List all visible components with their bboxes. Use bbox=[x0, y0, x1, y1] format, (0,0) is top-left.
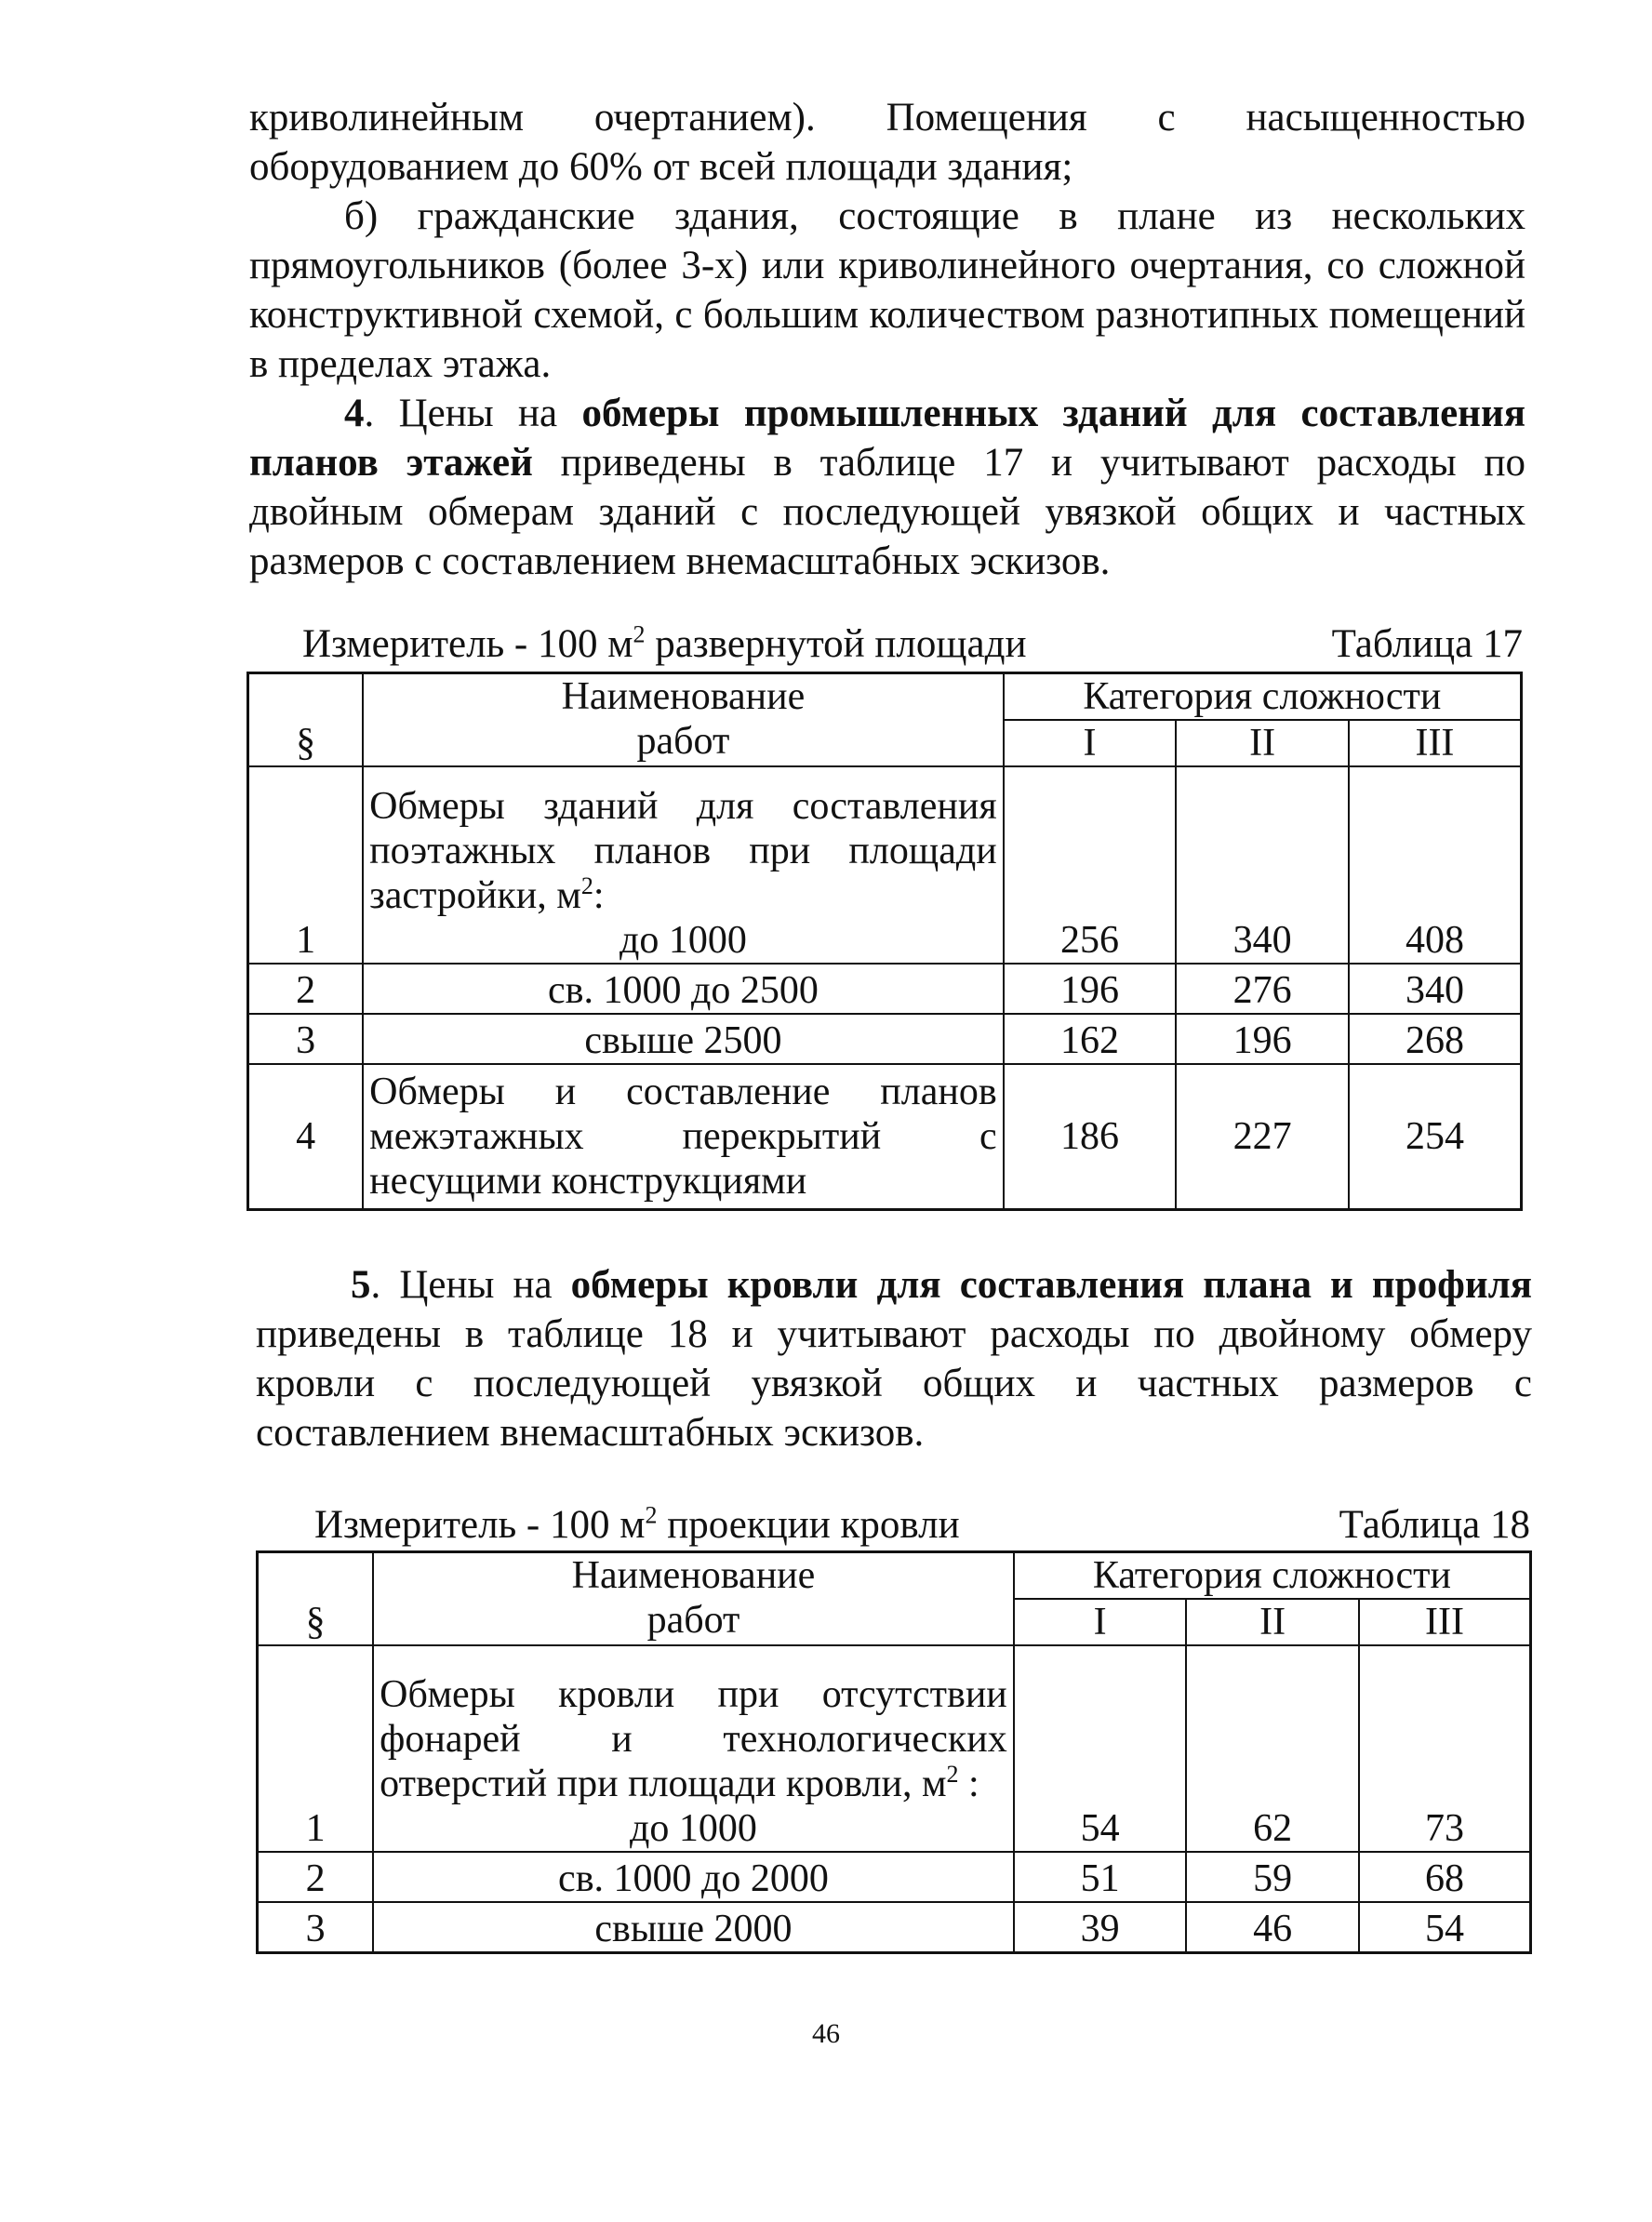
table-17-row-2-v2: 276 bbox=[1176, 964, 1349, 1014]
table-18-row-3-v2: 46 bbox=[1186, 1902, 1359, 1952]
table-18-head-cat-3: III bbox=[1359, 1599, 1531, 1645]
table-row bbox=[248, 766, 1522, 964]
page-number: 46 bbox=[812, 2018, 840, 2049]
table-18-row-2-n: 2 bbox=[258, 1852, 374, 1902]
table-18-caption bbox=[314, 1502, 1530, 1549]
table-18-head-cat-1: I bbox=[1014, 1599, 1187, 1645]
table-17-row-1-v1: 256 bbox=[1004, 766, 1177, 964]
table-17-row-3-name: свыше 2500 bbox=[363, 1014, 1004, 1064]
paragraph-3 bbox=[249, 389, 1525, 586]
table-17-row-1-v2: 340 bbox=[1176, 766, 1349, 964]
paragraph-4 bbox=[256, 1260, 1532, 1457]
table-18-row-1-n: 1 bbox=[258, 1645, 374, 1852]
table-18-row-3-v3: 54 bbox=[1359, 1902, 1531, 1952]
table-17-row-4-name: Обмеры и составление планов межэтажных перекрытий с несущими конструкциями bbox=[363, 1064, 1004, 1209]
table-18-row-1-v3: 73 bbox=[1359, 1645, 1531, 1852]
paragraph-2: б) гражданские здания, состоящие в плане из нескольких прямоугольников (более 3-х) или криволинейного очертания, со сложной конструктивной схемой, с большим количеством разнотипных помещений в пределах этажа. bbox=[249, 194, 1525, 386]
table-row bbox=[248, 1014, 1522, 1064]
table-18-head-category: Категория сложности bbox=[1014, 1552, 1531, 1600]
table-18-row-3-name: свыше 2000 bbox=[373, 1902, 1014, 1952]
table-18-head-sec: § bbox=[258, 1552, 374, 1646]
table-18-head-cat-2: II bbox=[1186, 1599, 1359, 1645]
paragraph-3-bold: обмеры промышленных зданий для составления планов этажей bbox=[249, 392, 1525, 485]
table-17-row-1-v3: 408 bbox=[1349, 766, 1522, 964]
table-18-head-name: Наименование работ bbox=[373, 1552, 1014, 1646]
table-17-head-cat-2: II bbox=[1176, 720, 1349, 766]
paragraph-3-rest: приведены в таблице 17 и учитывают расходы по двойным обмерам зданий с последующей увязкой общих и частных размеров с составлением внемасштабных эскизов. bbox=[249, 441, 1525, 583]
table-17-head-cat-3: III bbox=[1349, 720, 1522, 766]
table-17-unit: Измеритель - 100 $м^2$ развернутой площади bbox=[302, 620, 1027, 666]
table-17-row-4-v1: 186 bbox=[1004, 1064, 1177, 1209]
table-17-row-3-v1: 162 bbox=[1004, 1014, 1177, 1064]
table-17-row-4-v2: 227 bbox=[1176, 1064, 1349, 1209]
table-17-row-4-n: 4 bbox=[248, 1064, 364, 1209]
table-row bbox=[258, 1852, 1531, 1902]
table-17-head-cat-1: I bbox=[1004, 720, 1177, 766]
paragraph-3-lead: . Цены на bbox=[364, 392, 582, 435]
table-18-row-1-v1: 54 bbox=[1014, 1645, 1187, 1852]
table-18-row-2-v3: 68 bbox=[1359, 1852, 1531, 1902]
table-18-row-3-v1: 39 bbox=[1014, 1902, 1187, 1952]
table-row bbox=[258, 1645, 1531, 1852]
table-row bbox=[248, 964, 1522, 1014]
table-17-head-sec: § bbox=[248, 673, 364, 767]
table-18-row-1-v2: 62 bbox=[1186, 1645, 1359, 1852]
table-17-row-3-v3: 268 bbox=[1349, 1014, 1522, 1064]
paragraph-3-number: 4 bbox=[344, 392, 365, 435]
table-18-row-1-name: Обмеры кровли при отсутствии фонарей и технологических отверстий при площади кровли, $м^2$ : до 1000 bbox=[373, 1645, 1014, 1852]
table-17-row-2-v1: 196 bbox=[1004, 964, 1177, 1014]
table-17-row-1-name: Обмеры зданий для составления поэтажных планов при площади застройки, $м^2$: до 1000 bbox=[363, 766, 1004, 964]
table-17 bbox=[246, 672, 1523, 1211]
table-18-row-2-name: св. 1000 до 2000 bbox=[373, 1852, 1014, 1902]
table-row bbox=[258, 1902, 1531, 1952]
paragraph-4-number: 5 bbox=[351, 1263, 371, 1307]
table-18-unit: Измеритель - 100 $м^2$ проекции кровли bbox=[314, 1501, 960, 1547]
paragraph-4-lead: . Цены на bbox=[370, 1263, 571, 1307]
paragraph-4-rest: приведены в таблице 18 и учитывают расходы по двойному обмеру кровли с последующей увязкой общих и частных размеров с составлением внемасштабных эскизов. bbox=[256, 1312, 1532, 1455]
table-17-row-3-n: 3 bbox=[248, 1014, 364, 1064]
table-row bbox=[248, 1064, 1522, 1209]
table-17-row-2-v3: 340 bbox=[1349, 964, 1522, 1014]
table-18-row-2-v1: 51 bbox=[1014, 1852, 1187, 1902]
table-17-row-2-n: 2 bbox=[248, 964, 364, 1014]
table-17-row-2-name: св. 1000 до 2500 bbox=[363, 964, 1004, 1014]
table-17-head-category: Категория сложности bbox=[1004, 673, 1522, 721]
paragraph-1: криволинейным очертанием). Помещения с насыщенностью оборудованием до 60% от всей площади здания; bbox=[249, 96, 1525, 189]
table-17-row-4-v3: 254 bbox=[1349, 1064, 1522, 1209]
table-17-row-1-n: 1 bbox=[248, 766, 364, 964]
table-18-row-2-v2: 59 bbox=[1186, 1852, 1359, 1902]
table-17-head-name: Наименование работ bbox=[363, 673, 1004, 767]
table-17-caption bbox=[302, 621, 1523, 668]
table-17-number: Таблица 17 bbox=[1331, 622, 1523, 666]
table-18 bbox=[256, 1550, 1532, 1954]
table-17-row-3-v2: 196 bbox=[1176, 1014, 1349, 1064]
paragraph-5-block bbox=[256, 1260, 1532, 1457]
table-18-row-3-n: 3 bbox=[258, 1902, 374, 1952]
intro-text bbox=[249, 93, 1525, 586]
table-18-number: Таблица 18 bbox=[1339, 1503, 1530, 1547]
paragraph-4-bold: обмеры кровли для составления плана и профиля bbox=[570, 1263, 1532, 1307]
